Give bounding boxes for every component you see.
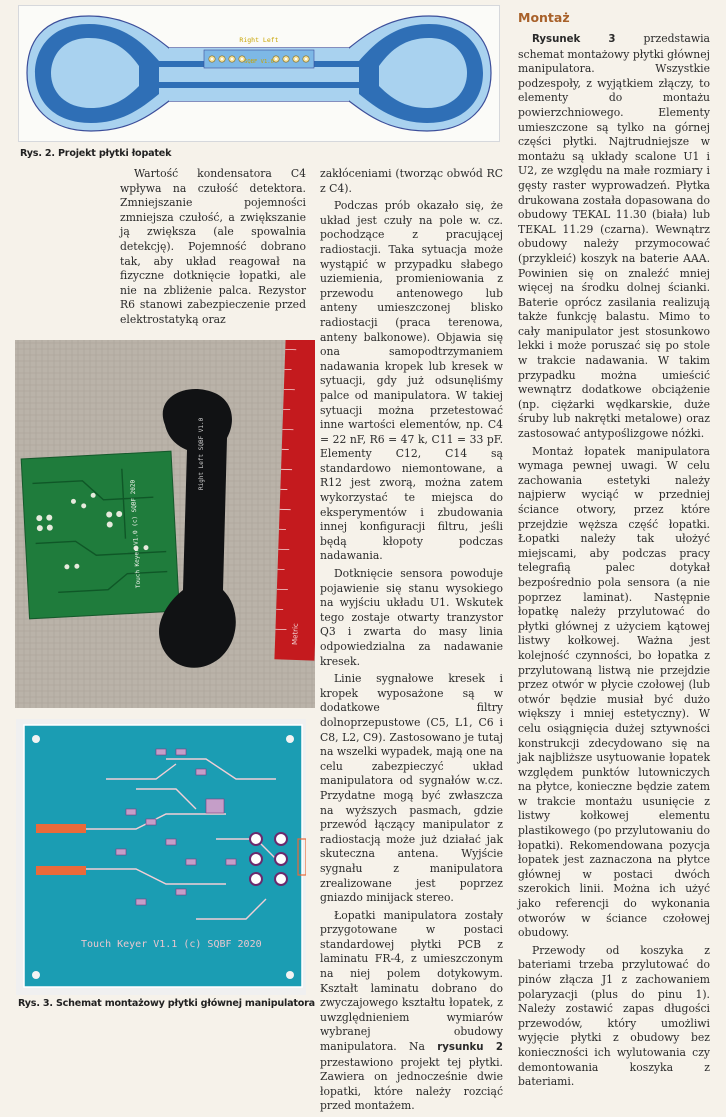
figure3-caption: Rys. 3. Schemat montażowy płytki głównej manipulatora (18, 998, 315, 1009)
paddle-pcb-drawing (19, 6, 499, 141)
paddle-label: Right Left SQBF V1.0 (198, 417, 205, 490)
assembly-diagram-drawing (16, 719, 306, 995)
figure-paddle-pcb-project (18, 5, 500, 142)
section-heading: Montaż (518, 10, 570, 25)
col2-paragraph-3: Dotknięcie sensora powoduje pojawienie się stanu wysokiego na wyjściu układu U1. Wskutek tego zostaje otwarty tranzystor Q3 i zwarta do masy linia odpowiedzialna za nadawanie kresek. (320, 567, 503, 669)
figure1-caption: Rys. 2. Projekt płytki łopatek (20, 148, 171, 159)
col3-paragraph-2: Montaż łopatek manipulatora wymaga pewnej uwagi. W celu zachowania estetyki należy najpierw wyciąć w przedniej ściance otwory, przez które przejdzie węższa część łopatki. Łopatki należy tak ułożyć miejscami, aby podczas pracy telegrafią palec dotykał bezpośrednio pola sensora (a nie poprzez laminat). Następnie łopatkę należy przylutować do płytki głównej z użyciem kątowej listwy kołkowej. Ważna jest kolejność czynności, bo łopatka z przylutowaną listwą nie przejdzie przez otwór w płycie czołowej (lub otwór będzie musiał być dużo większy i mniej estetyczny). W celu osiągnięcia dużej sztywności konstrukcji zdecydowano się na jak najbliższe usytuowanie łopatek względem punktów lutowniczych na płytce, konieczne będzie zatem w trakcie montażu usunięcie z listwy kołkowej elementu plastikowego (po przylutowaniu do łopatki). Rekomendowana pozycja łopatek jest zaznaczona na płytce głównej w postaci dwóch szerokich linii. Można ich użyć jako referencji do wykonania otworów w ściance czołowej obudowy. (518, 445, 710, 941)
fig1-silkscreen-code: SQBF V1.0 (244, 59, 274, 65)
column-1 (120, 167, 306, 331)
col2-paragraph-1: zakłóceniami (tworząc obwód RC z C4). (320, 167, 503, 196)
column-2 (320, 167, 503, 1117)
col2-p5-text-a: Łopatki manipulatora zostały przygotowane w postaci standardowej płytki PCB z laminatu FR-4, z umieszczonym na niej polem dotykowym. Kształt laminatu dobrano do zwyczajowego kształtu łopatek, z uwzględnieniem wymiarów wybranej obudowy manipulatora. Na (320, 909, 503, 1053)
diagram-board-label: Touch Keyer V1.1 (c) SQBF 2020 (81, 939, 262, 950)
col3-paragraph-1 (518, 32, 710, 442)
col2-p5-figure-ref: rysunku 2 (437, 1042, 503, 1053)
fig1-silkscreen-top: Right Left (239, 36, 278, 44)
col1-paragraph-1: Wartość kondensatora C4 wpływa na czułość detektora. Zmniejszanie pojemności zmniejsza czułość, a zwiększanie ją zwiększa (ale spowalnia detekcję). Pojemność dobrano tak, aby układ reagował na fizyczne dotknięcie łopatki, ale nie na zbliżenie palca. Rezystor R6 stanowi zabezpieczenie przed elektrostatyką oraz (120, 167, 306, 328)
column-3 (518, 32, 710, 1093)
figure-photo-boards (15, 340, 315, 708)
col3-p1-text: przedstawia schemat montażowy płytki głównej manipulatora. Wszystkie podzespoły, z wyjątkiem złączy, to elementy do montażu powierzchniowego. Elementy umieszczone są tylko na górnej części płytki. Najtrudniejsze w montażu są układy scalone U1 i U2, ze względu na małe rozmiary i gęsty raster wyprowadzeń. Płytka drukowana została dopasowana do obudowy TEKAL 11.30 (biała) lub TEKAL 11.29 (czarna). Wewnątrz obudowy należy przymocować (przykleić) koszyk na baterie AAA. Powinien się on znaleźć mniej więcej na środku dolnej ścianki. Baterie oprócz zasilania realizują także funkcję balastu. Mimo to cały manipulator jest stosunkowo lekki i może poruszać się po stole w trakcie nadawania. W takim przypadku można umieścić wewnątrz dodatkowe obciążenie (np. ciężarki wędkarskie, duże śruby lub nakrętki metalowe) oraz zastosować antypoślizgowe nóżki. (518, 32, 710, 440)
col2-paragraph-2: Podczas prób okazało się, że układ jest czuły na pole w. cz. pochodzące z pracującej radiostacji. Taka sytuacja może wystąpić w przypadku słabego uziemienia, promieniowania z przewodu antenowego lub anteny umieszczonej blisko radiostacji (praca terenowa, anteny balkonowe). Objawia się ona samopodtrzymaniem nadawania kropek lub kresek w sytuacji, gdy już odsunęliśmy palce od manipulatora. W takiej sytuacji można przetestować inne wartości elementów, np. C4 = 22 nF, R6 = 47 k, C11 = 33 pF. Elementy C12, C14 są standardowo niemontowane, a R12 jest zworą, można zatem wykorzystać te miejsca do eksperymentów i zbudowania innej konfiguracji filtru, jeśli będą kłopoty podczas nadawania. (320, 199, 503, 564)
col2-paragraph-4: Linie sygnałowe kresek i kropek wyposażone są w dodatkowe filtry dolnoprzepustowe (C5, L1, C6 i C8, L2, C9). Zastosowano je tutaj na wszelki wypadek, mają one na celu zabezpieczyć układ manipulatora od sygnałów w.cz. Przydatne mogą być zwłaszcza na wyższych pasmach, gdzie przewód łączący manipulator z radiostacją może już działać jak skuteczna antena. Wyjście sygnału z manipulatora zrealizowane jest poprzez gniazdo minijack stereo. (320, 672, 503, 906)
ruler-label: Metric (291, 623, 300, 645)
figure-assembly-diagram (16, 719, 306, 995)
col3-paragraph-3: Przewody od koszyka z bateriami trzeba przylutować do pinów złącza J1 z zachowaniem polaryzacji (plus do pinu 1). Należy zostawić zapas długości przewodów, który umożliwi wyjęcie płytki z obudowy bez konieczności ich wylutowania czy demontowania koszyka z bateriami. (518, 944, 710, 1090)
col2-paragraph-5 (320, 909, 503, 1114)
board-label: Touch Keyer V1.0 (c) SQBF 2020 (129, 479, 142, 588)
col2-p5-text-b: przestawiono projekt tej płytki. Zawiera on jednocześnie dwie łopatki, które należy rozciąć przed montażem. (320, 1056, 503, 1113)
col3-p1-figure-ref: Rysunek 3 (532, 34, 615, 45)
photo-boards-drawing (15, 340, 315, 708)
